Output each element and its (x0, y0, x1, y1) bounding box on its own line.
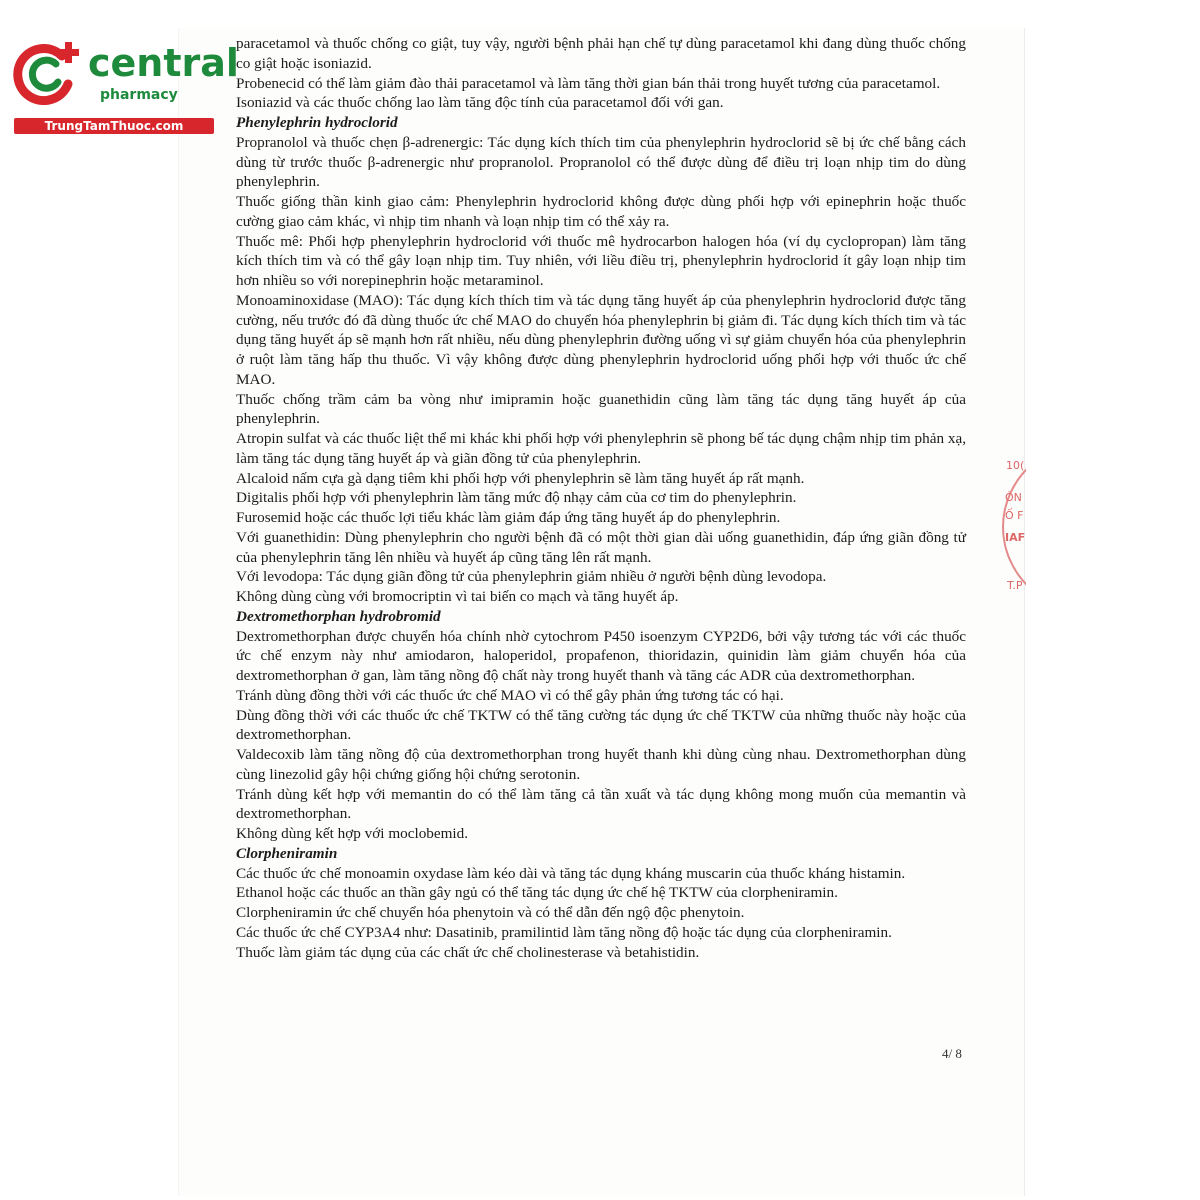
page-number: 4/ 8 (942, 1046, 962, 1061)
paragraph: Ethanol hoặc các thuốc an thần gây ngủ có thể tăng tác dụng ức chế hệ TKTW của clorpheniramin. (236, 884, 838, 902)
logo-url-banner[interactable]: TrungTamThuoc.com (14, 118, 214, 134)
section-heading: Phenylephrin hydroclorid (236, 114, 398, 131)
paragraph: Monoaminoxidase (MAO): Tác dụng kích thích tim và tác dụng tăng huyết áp của phenylephrin hydroclorid được tăng cường, nếu trước đó đã dùng thuốc ức chế MAO do chuyển hóa phenylephrin bị giảm đi. Tác dụng kích thích tim và tác dụng tăng huyết áp sẽ mạnh hơn rất nhiều, nếu dùng phenylephrin đường uống vì sự giảm chuyển hóa của phenylephrin ở ruột làm tăng hấp thu thuốc. Vì vậy không được dùng phenylephrin hydroclorid uống phối hợp với thuốc ức chế MAO. (236, 291, 966, 388)
paragraph: paracetamol và thuốc chống co giật, tuy vậy, người bệnh phải hạn chế tự dùng paracetamol khi đang dùng thuốc chống co giật hoặc isoniazid. (236, 35, 966, 72)
paragraph: Probenecid có thể làm giảm đào thải paracetamol và làm tăng thời gian bán thải trong huyết tương của paracetamol. (236, 74, 941, 92)
stamp-text: Ố F (1005, 509, 1024, 522)
paragraph: Với levodopa: Tác dụng giãn đồng tử của phenylephrin giảm nhiều ở người bệnh dùng levodopa. (236, 568, 827, 586)
paragraph: Furosemid hoặc các thuốc lợi tiểu khác làm giảm đáp ứng tăng huyết áp do phenylephrin. (236, 509, 781, 526)
red-stamp (1002, 440, 1026, 610)
paragraph: Không dùng cùng với bromocriptin vì tai biến co mạch và tăng huyết áp. (236, 588, 679, 605)
section-heading: Clorpheniramin (236, 844, 338, 862)
paragraph: Valdecoxib làm tăng nồng độ của dextromethorphan trong huyết thanh khi dùng cùng nhau. Dextromethorphan dùng cùng linezolid gây hội chứng giống hội chứng serotonin. (236, 746, 966, 783)
paragraph: Với guanethidin: Dùng phenylephrin cho người bệnh đã có một thời gian dài uống guanethidin, đáp ứng giãn đồng tử của phenylephrin tăng lên nhiều và huyết áp cũng tăng lên rất mạnh. (236, 528, 966, 566)
section-heading: Dextromethorphan hydrobromid (236, 607, 441, 625)
paragraph: Tránh dùng kết hợp với memantin do có thể làm tăng cả tần xuất và tác dụng không mong muốn của memantin và dextromethorphan. (236, 785, 966, 823)
central-pharmacy-logo-icon (10, 38, 88, 108)
paragraph: Digitalis phối hợp với phenylephrin làm tăng mức độ nhạy cảm của cơ tim do phenylephrin. (236, 489, 797, 507)
stamp-text: T.P (1007, 579, 1023, 592)
paragraph: Tránh dùng đồng thời với các thuốc ức chế MAO vì có thể gây phản ứng tương tác có hại. (236, 686, 784, 704)
paragraph: Propranolol và thuốc chẹn β-adrenergic: Tác dụng kích thích tim của phenylephrin hydroclorid sẽ bị ức chế bằng cách dùng từ trước thuốc β-adrenergic như propranolol. Propranolol có thể được dùng để điều trị loạn nhịp tim do dùng phenylephrin. (236, 133, 966, 191)
paragraph: Các thuốc ức chế CYP3A4 như: Dasatinib, pramilintid làm tăng nồng độ hoặc tác dụng của clorpheniramin. (236, 923, 892, 941)
logo-name: central (88, 41, 239, 85)
paragraph: Atropin sulfat và các thuốc liệt thể mi khác khi phối hợp với phenylephrin sẽ phong bế tác dụng chậm nhịp tim phản xạ, làm tăng tác dụng tăng huyết áp và giãn đồng tử của phenylephrin. (236, 430, 966, 467)
paragraph: Clorpheniramin ức chế chuyển hóa phenytoin và có thể dẫn đến ngộ độc phenytoin. (236, 904, 745, 921)
paragraph: Alcaloid nấm cựa gà dạng tiêm khi phối hợp với phenylephrin sẽ làm tăng huyết áp rất mạnh. (236, 469, 805, 487)
paragraph: Thuốc mê: Phối hợp phenylephrin hydroclorid với thuốc mê hydrocarbon halogen hóa (ví dụ cyclopropan) làm tăng kích thích tim và có thể gây loạn nhịp tim. Tuy nhiên, với liều điều trị, phenylephrin hydroclorid ít gây loạn nhịp tim hơn nhiều so với norepinephrin hoặc metaraminol. (236, 232, 966, 289)
stamp-text: 10( (1006, 459, 1025, 472)
paragraph: Thuốc chống trầm cảm ba vòng như imipramin hoặc guanethidin cũng làm tăng tác dụng tăng huyết áp của phenylephrin. (236, 390, 966, 428)
paragraph: Isoniazid và các thuốc chống lao làm tăng độc tính của paracetamol đối với gan. (236, 94, 724, 112)
paragraph: Không dùng kết hợp với moclobemid. (236, 825, 469, 842)
stamp-text: IAF (1005, 531, 1026, 544)
paragraph: Dùng đồng thời với các thuốc ức chế TKTW có thể tăng cường tác dụng ức chế TKTW của những thuốc này hoặc của dextromethorphan. (236, 706, 966, 744)
stamp-text: ÒN (1005, 491, 1022, 504)
paragraph: Dextromethorphan được chuyển hóa chính nhờ cytochrom P450 isoenzym CYP2D6, bởi vậy tương tác với các thuốc ức chế enzym này như amiodaron, haloperidol, propafenon, thioridazin, quinidin làm giảm chuyển hóa của dextromethorphan ở gan, làm tăng nồng độ chất này trong huyết thanh và tăng các ADR của dextromethorphan. (236, 627, 966, 684)
paragraph: Thuốc làm giảm tác dụng của các chất ức chế cholinesterase và betahistidin. (236, 943, 700, 961)
logo-subtitle: pharmacy (100, 87, 178, 103)
pharmacy-logo[interactable] (10, 38, 239, 138)
paragraph: Thuốc giống thần kinh giao cảm: Phenylephrin hydroclorid không được dùng phối hợp với epinephrin hoặc thuốc cường giao cảm khác, vì nhịp tim nhanh và loạn nhịp tim có thể xảy ra. (236, 193, 966, 230)
paragraph: Các thuốc ức chế monoamin oxydase làm kéo dài và tăng tác dụng kháng muscarin của thuốc kháng histamin. (236, 864, 906, 882)
document-body (236, 34, 966, 962)
